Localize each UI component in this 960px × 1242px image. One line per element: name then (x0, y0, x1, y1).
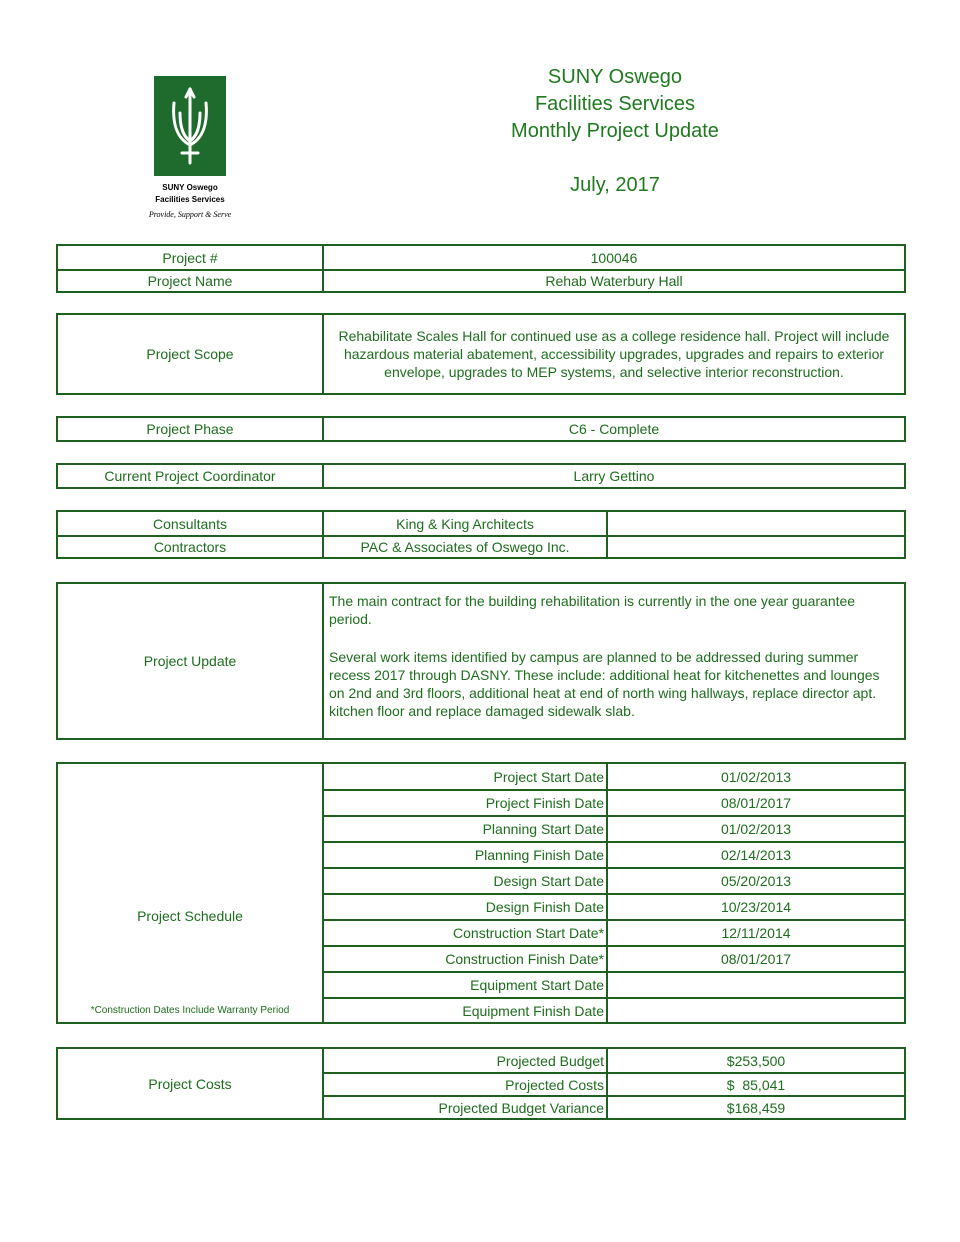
coordinator-value: Larry Gettino (573, 468, 655, 484)
schedule-row (324, 764, 904, 789)
cost-row-label: Projected Budget Variance (324, 1097, 608, 1118)
schedule-row-value: 12/11/2014 (721, 925, 791, 941)
schedule-row-value (608, 999, 904, 1022)
project-name-value: Rehab Waterbury Hall (545, 273, 683, 289)
coordinator-block (56, 463, 906, 489)
cost-row-value: $ 85,041 (726, 1076, 786, 1093)
project-number-value: 100046 (590, 249, 638, 266)
schedule-row-value: 10/23/2014 (720, 899, 792, 915)
cost-row-value: $253,500 (726, 1052, 786, 1069)
schedule-row-label: Project Finish Date (324, 791, 608, 815)
parties-block (56, 510, 906, 559)
project-schedule-label: Project Schedule (137, 908, 243, 924)
trident-icon (162, 83, 218, 169)
schedule-row (324, 971, 904, 997)
header-org: SUNY Oswego (547, 66, 683, 88)
schedule-table (324, 764, 904, 1022)
schedule-row (324, 997, 904, 1022)
header-date: July, 2017 (570, 174, 660, 196)
schedule-row-label: Equipment Finish Date (324, 999, 608, 1022)
schedule-row (324, 815, 904, 841)
project-id-block (56, 244, 906, 293)
project-scope-block (56, 313, 906, 395)
schedule-row-label: Construction Finish Date* (324, 947, 608, 971)
schedule-row-value: 01/02/2013 (720, 768, 792, 785)
logo-emblem (154, 76, 226, 176)
schedule-row-label: Planning Finish Date (324, 843, 608, 867)
project-phase-label: Project Phase (58, 418, 324, 440)
schedule-row-label: Design Finish Date (324, 895, 608, 919)
schedule-row-label: Planning Start Date (324, 817, 608, 841)
contractors-label: Contractors (58, 537, 324, 557)
schedule-footnote: *Construction Dates Include Warranty Period (90, 1005, 290, 1016)
schedule-row (324, 893, 904, 919)
schedule-row-value: 05/20/2013 (720, 873, 792, 889)
project-update-text (324, 584, 904, 738)
costs-table (324, 1049, 904, 1118)
schedule-row-label: Equipment Start Date (324, 973, 608, 997)
schedule-row-value (608, 973, 904, 997)
cost-row-value: $168,459 (726, 1099, 786, 1116)
project-phase-value: C6 - Complete (568, 421, 660, 437)
schedule-row (324, 945, 904, 971)
cost-row (324, 1095, 904, 1118)
logo (110, 76, 270, 219)
project-number-label: Project # (58, 246, 324, 269)
project-schedule-left (58, 764, 324, 1022)
project-costs-label: Project Costs (58, 1049, 324, 1118)
logo-tagline: Provide, Support & Serve (148, 210, 232, 219)
schedule-row-label: Design Start Date (324, 869, 608, 893)
schedule-row-value: 02/14/2013 (720, 847, 792, 863)
project-scope-label: Project Scope (58, 315, 324, 393)
consultants-value: King & King Architects (324, 512, 608, 535)
project-schedule-block (56, 762, 906, 1024)
schedule-row (324, 841, 904, 867)
project-costs-block (56, 1047, 906, 1120)
schedule-row-value: 08/01/2017 (720, 795, 792, 811)
schedule-row (324, 867, 904, 893)
consultants-extra (608, 512, 904, 535)
project-update-label: Project Update (58, 584, 324, 738)
coordinator-label: Current Project Coordinator (58, 465, 324, 487)
consultants-label: Consultants (58, 512, 324, 535)
logo-org-name: SUNY Oswego Facilities Services (155, 183, 225, 204)
schedule-row (324, 789, 904, 815)
cost-row (324, 1072, 904, 1095)
contractors-value: PAC & Associates of Oswego Inc. (324, 537, 608, 557)
header-title: Monthly Project Update (511, 120, 719, 142)
schedule-row (324, 919, 904, 945)
schedule-row-label: Construction Start Date* (324, 921, 608, 945)
schedule-row-label: Project Start Date (324, 764, 608, 789)
project-name-label: Project Name (58, 271, 324, 291)
project-update-para-2: Several work items identified by campus are planned to be addressed during summer recess 2017 through DASNY. These include: additional heat for kitchenettes and lounges on 2nd and 3rd floors, additional heat at end of north wing hallways, replace director apt. kitchen floor and replace damaged sidewalk slab. (329, 649, 880, 719)
project-phase-block (56, 416, 906, 442)
project-update-para-1: The main contract for the building rehabilitation is currently in the one year guarantee period. (329, 593, 856, 627)
cost-row-label: Projected Costs (324, 1074, 608, 1095)
schedule-row-value: 01/02/2013 (720, 821, 792, 837)
project-update-block (56, 582, 906, 740)
header-dept: Facilities Services (534, 93, 696, 115)
contractors-extra (608, 537, 904, 557)
project-scope-value: Rehabilitate Scales Hall for continued use as a college residence hall. Project will include hazardous material abatement, accessibility upgrades, upgrades and repairs to exterior envelope, upgrades to MEP systems, and selective interior reconstruction. (338, 328, 890, 380)
cost-row-label: Projected Budget (324, 1049, 608, 1072)
cost-row (324, 1049, 904, 1072)
schedule-row-value: 08/01/2017 (720, 951, 792, 967)
